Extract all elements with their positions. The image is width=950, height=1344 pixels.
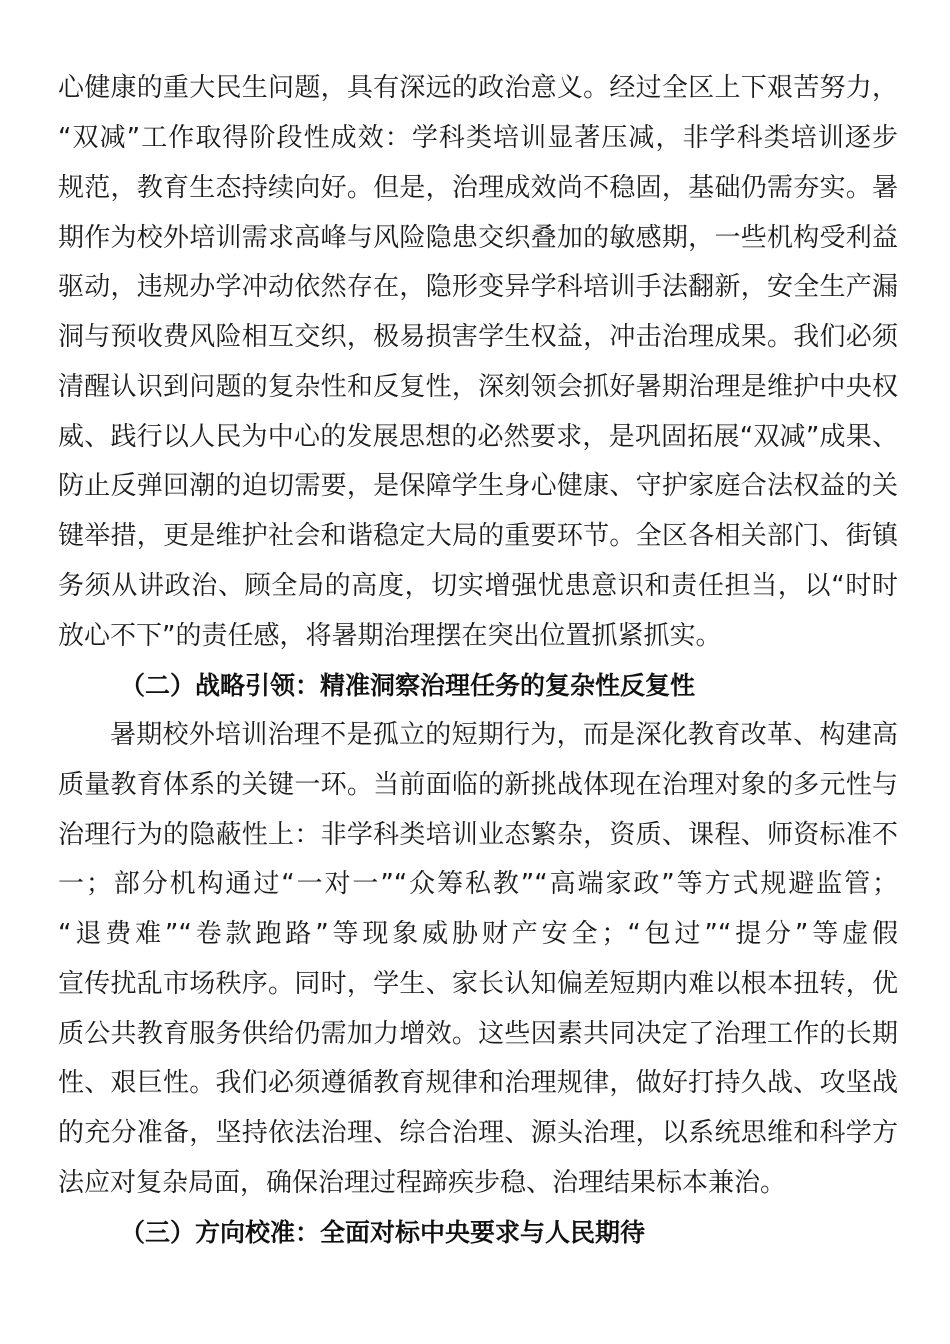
text-line: 驱动，违规办学冲动依然存在，隐形变异学科培训手法翻新，安全生产漏 [58,272,898,302]
text-line: “双减”工作取得阶段性成效：学科类培训显著压减，非学科类培训逐步 [58,123,898,153]
text-line: 质量教育体系的关键一环。当前面临的新挑战体现在治理对象的多元性与 [58,770,898,800]
text-line: 宣传扰乱市场秩序。同时，学生、家长认知偏差短期内难以根本扭转，优 [58,969,898,999]
text-line: 期作为校外培训需求高峰与风险隐患交织叠加的敏感期，一些机构受利益 [58,223,898,253]
text-line: 暑期校外培训治理不是孤立的短期行为，而是深化教育改革、构建高 [110,720,898,750]
section-heading-2: （二）战略引领：精准洞察治理任务的复杂性反复性 [120,671,696,700]
text-line: 务须从讲政治、顾全局的高度，切实增强忧患意识和责任担当，以“时时 [58,571,898,601]
text-line: 法应对复杂局面，确保治理过程蹄疾步稳、治理结果标本兼治。 [58,1168,787,1198]
text-line: 威、践行以人民为中心的发展思想的必然要求，是巩固拓展“双减”成果、 [58,422,898,452]
text-line: 防止反弹回潮的迫切需要，是保障学生身心健康、守护家庭合法权益的关 [58,471,898,501]
text-line: 放心不下”的责任感，将暑期治理摆在突出位置抓紧抓实。 [58,621,722,651]
text-line: 清醒认识到问题的复杂性和反复性，深刻领会抓好暑期治理是维护中央权 [58,372,898,402]
text-line: 洞与预收费风险相互交织，极易损害学生权益，冲击治理成果。我们必须 [58,322,898,352]
text-line: 的充分准备，坚持依法治理、综合治理、源头治理，以系统思维和科学方 [58,1118,898,1148]
text-line: 一；部分机构通过“一对一”“众筹私教”“高端家政”等方式规避监管； [58,869,898,899]
text-line: 规范，教育生态持续向好。但是，治理成效尚不稳固，基础仍需夯实。暑 [58,173,898,203]
text-line: 质公共教育服务供给仍需加力增效。这些因素共同决定了治理工作的长期 [58,1019,898,1049]
text-line: 心健康的重大民生问题，具有深远的政治意义。经过全区上下艰苦努力， [58,73,898,103]
section-heading-3: （三）方向校准：全面对标中央要求与人民期待 [120,1218,646,1247]
text-line: “退费难”“卷款跑路”等现象威胁财产安全；“包过”“提分”等虚假 [58,919,898,949]
text-line: 性、艰巨性。我们必须遵循教育规律和治理规律，做好打持久战、攻坚战 [58,1068,898,1098]
text-line: 治理行为的隐蔽性上：非学科类培训业态繁杂，资质、课程、师资标准不 [58,820,898,850]
text-line: 键举措，更是维护社会和谐稳定大局的重要环节。全区各相关部门、街镇 [58,521,898,551]
